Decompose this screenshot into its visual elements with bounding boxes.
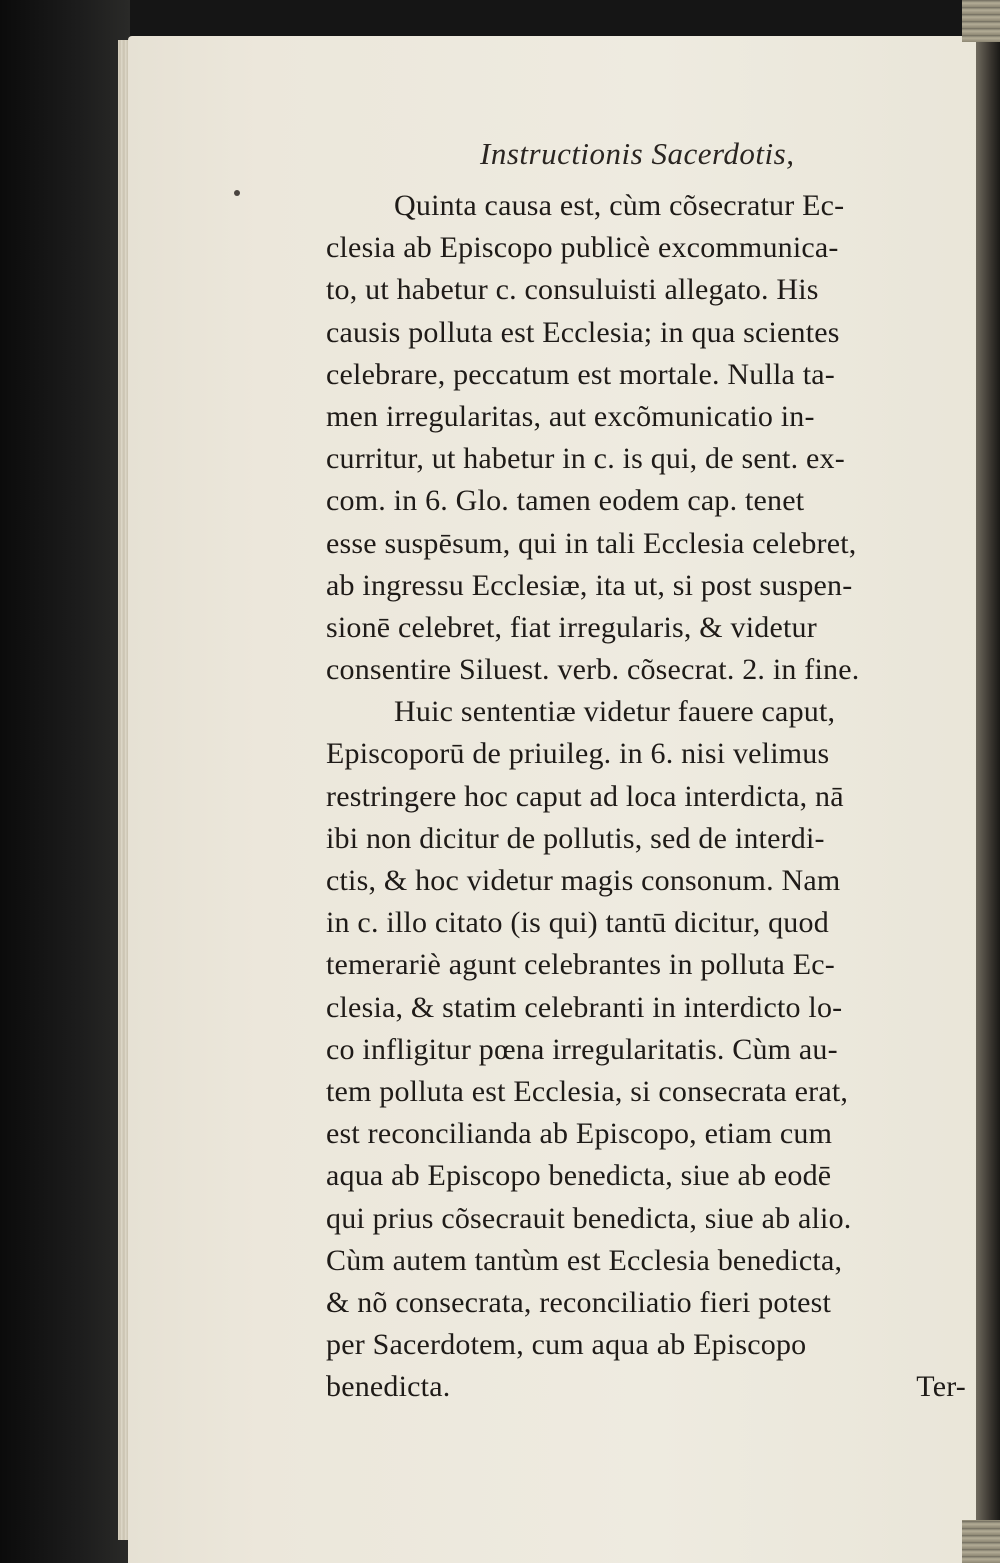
text-line: aqua ab Episcopo benedicta, siue ab eodē [326,1159,832,1193]
text-line: & nõ consecrata, reconciliatio fieri potest [326,1285,832,1319]
last-text-line: benedicta. [326,1370,451,1404]
text-line: celebrare, peccatum est mortale. Nulla ta- [326,357,835,391]
text-line: com. in 6. Glo. tamen eodem cap. tenet [326,484,805,518]
text-line: esse suspēsum, qui in tali Ecclesia celebret, [326,526,857,560]
running-head: Instructionis Sacerdotis, [480,136,795,171]
text-line: Cùm autem tantùm est Ecclesia benedicta, [326,1243,843,1277]
book-gutter [0,0,130,1563]
text-line: Huic sententiæ videtur fauere caput, [394,695,836,729]
catchword: Ter- [916,1370,966,1404]
text-line: curritur, ut habetur in c. is qui, de sent. ex- [326,442,845,476]
text-line: causis polluta est Ecclesia; in qua scientes [326,315,840,349]
text-line: Episcoporū de priuileg. in 6. nisi velimus [326,737,830,771]
text-line: in c. illo citato (is qui) tantū dicitur, quod [326,906,829,940]
page-body [326,185,966,1408]
text-line: ab ingressu Ecclesiæ, ita ut, si post suspen- [326,568,853,602]
text-line: ctis, & hoc videtur magis consonum. Nam [326,864,841,897]
final-line [326,1366,966,1408]
book-fore-edge [976,0,1000,1563]
text-line: ibi non dicitur de pollutis, sed de interdi- [326,821,825,855]
text-line: tem polluta est Ecclesia, si consecrata erat, [326,1074,849,1108]
text-line: restringere hoc caput ad loca interdicta, nā [326,779,844,813]
text-line: consentire Siluest. verb. cõsecrat. 2. in fine. [326,653,860,687]
text-line: Quinta causa est, cùm cõsecratur Ec- [394,189,845,222]
text-line: per Sacerdotem, cum aqua ab Episcopo [326,1328,807,1362]
text-line: est reconcilianda ab Episcopo, etiam cum [326,1117,833,1151]
text-line: qui prius cõsecrauit benedicta, siue ab alio. [326,1201,852,1235]
text-line: to, ut habetur c. consuluisti allegato. His [326,273,819,307]
text-line: clesia ab Episcopo publicè excommunica- [326,231,839,265]
ink-speck [234,190,240,196]
headband [962,0,1000,42]
text-line: co infligitur pœna irregularitatis. Cùm au- [326,1032,838,1066]
text-line: clesia, & statim celebranti in interdicto lo- [326,990,843,1024]
tailband [962,1520,1000,1563]
text-line: temerariè agunt celebrantes in polluta Ec- [326,948,835,982]
text-line: sionē celebret, fiat irregularis, & videtur [326,610,817,644]
text-line: men irregularitas, aut excõmunicatio in- [326,399,815,433]
